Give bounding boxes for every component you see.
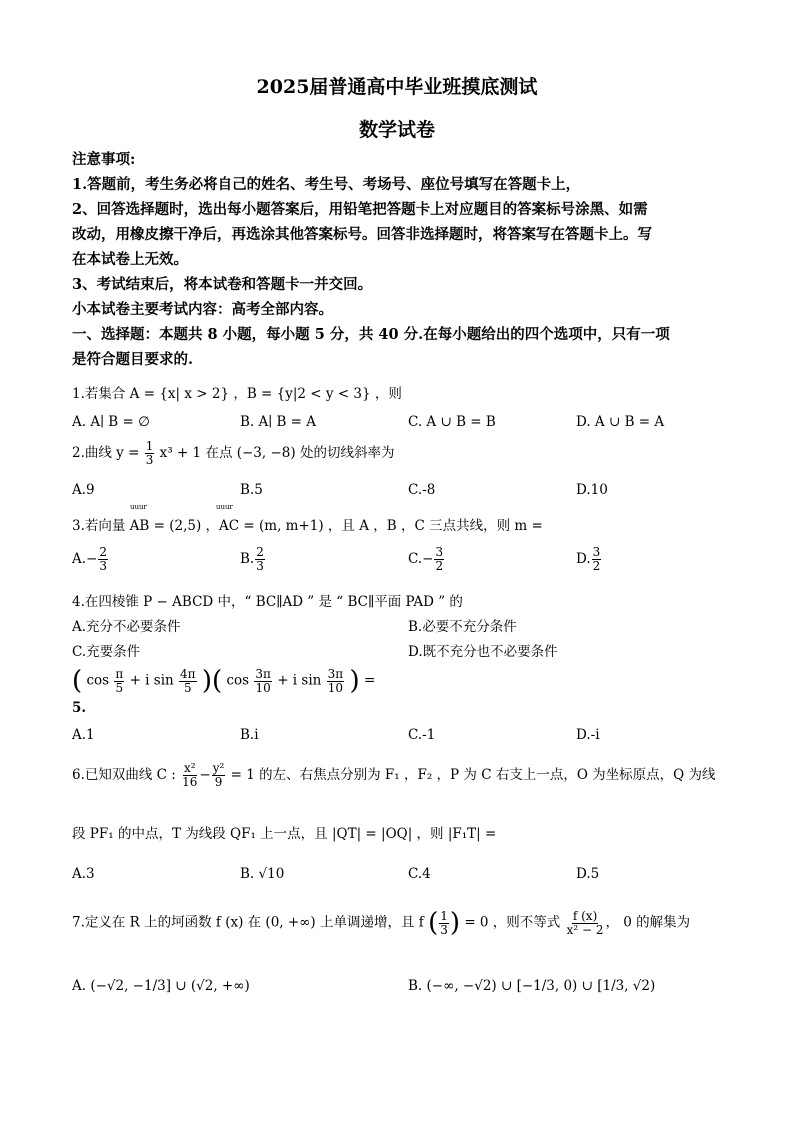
numerator: 3π — [255, 666, 271, 681]
notice-item-3: 3、考试结束后，将本试卷和答题卡一并交回。 — [72, 276, 373, 293]
question-2-option-d: D.10 — [576, 482, 608, 498]
option-label: B. — [240, 551, 255, 567]
left-paren: ( — [428, 908, 439, 938]
denominator: 5 — [183, 680, 192, 695]
scope-note: 小本试卷主要考试内容：高考全部内容。 — [72, 301, 333, 318]
question-5-option-b: B.i — [240, 727, 259, 743]
numerator: 3π — [327, 666, 344, 681]
numerator: x² — [183, 761, 196, 775]
left-paren: ( — [212, 666, 223, 696]
question-4-option-a: A.充分不必要条件 — [72, 619, 181, 635]
question-4-option-d: D.既不充分也不必要条件 — [408, 644, 558, 660]
question-5-expression — [72, 666, 375, 696]
question-2-option-b: B.5 — [240, 482, 263, 498]
suffix: = 1 的左、右焦点分别为 F₁ ，F₂ ，P 为 C 右支上一点，O 为坐标原点，Q 为线 — [230, 767, 716, 783]
question-7-option-a: A. (−√2, −1/3] ∪ (√2, +∞) — [72, 978, 250, 994]
question-3-option-b — [240, 546, 266, 573]
equals: = — [363, 672, 376, 689]
numerator: 3 — [435, 545, 444, 559]
notice-item-2-line2: 改动，用橡皮擦干净后，再选涂其他答案标号。回答非选择题时，将答案写在答题卡上。写 — [72, 226, 652, 243]
question-2-frac-numerator: 1 — [145, 439, 154, 453]
question-5-number: 5. — [72, 700, 87, 716]
question-2-suffix: x³ + 1 在点 (−3, −8) 处的切线斜率为 — [159, 445, 395, 461]
expr1-frac — [114, 668, 124, 695]
page-title: 2025届普通高中毕业班摸底测试 — [256, 76, 538, 98]
frac-x — [181, 762, 198, 789]
expr1-cos: cos — [86, 672, 110, 689]
right-paren: ) — [349, 666, 360, 696]
question-6-option-c: C.4 — [408, 866, 431, 882]
question-7-stem — [72, 908, 690, 938]
notice-item-2-line3: 在本试卷上无效。 — [72, 251, 188, 268]
frac-inequality — [566, 910, 605, 937]
denominator: 3 — [440, 922, 448, 937]
question-4-stem: 4.在四棱锥 P − ABCD 中，“ BC∥AD ” 是 “ BC∥平面 PAD ” 的 — [72, 594, 463, 610]
denominator: 3 — [99, 559, 107, 573]
frac-third — [439, 910, 449, 937]
denominator: 2 — [592, 559, 601, 573]
question-2-fraction — [145, 440, 155, 467]
prefix: 7.定义在 R 上的坷函数 f (x) 在 (0, +∞) 上单调递增，且 f — [72, 914, 424, 931]
question-4-option-b: B.必要不充分条件 — [408, 619, 517, 635]
prefix: 6.已知双曲线 C : — [72, 767, 176, 783]
question-5-option-c: C.-1 — [408, 727, 436, 743]
numerator: 2 — [99, 545, 107, 559]
notice-item-2-line1: 2、回答选择题时，选出每小题答案后，用铅笔把答题卡上对应题目的答案标号涂黑、如需 — [72, 201, 648, 218]
question-3-stem: 3.若向量 AB = (2,5) ，AC = (m, m+1) ，且 A ，B ，C 三点共线，则 m = — [72, 518, 543, 534]
question-3-option-c — [408, 546, 445, 573]
question-5-option-d: D.-i — [576, 727, 600, 743]
denominator: 9 — [214, 775, 223, 789]
option-label: C. — [408, 551, 423, 567]
section-heading-line1: 一、选择题：本题共 8 小题，每小题 5 分，共 40 分.在每小题给出的四个选项中，只有一项 — [72, 326, 670, 343]
question-6-option-d: D.5 — [576, 866, 600, 882]
question-2-stem — [72, 440, 394, 467]
option-sign: − — [422, 551, 434, 567]
question-6-option-a: A.3 — [72, 866, 95, 882]
minus: − — [199, 767, 211, 783]
option-label: D. — [576, 551, 591, 567]
numerator: 4π — [180, 666, 196, 681]
question-3-vector-mark-ab: uuur — [130, 503, 147, 511]
question-2-option-c: C.-8 — [408, 482, 436, 498]
denominator: 3 — [256, 559, 264, 573]
question-6-stem-line2: 段 PF₁ 的中点，T 为线段 QF₁ 上一点，且 |QT| = |OQ| ，则 |F₁T| = — [72, 826, 497, 842]
denominator: 16 — [182, 775, 198, 789]
notice-item-1: 1.答题前，考生务必将自己的姓名、考生号、考场号、座位号填写在答题卡上， — [72, 176, 581, 193]
mid: = 0 ，则不等式 — [464, 914, 561, 931]
numerator: f (x) — [572, 908, 598, 923]
denominator: x² − 2 — [566, 922, 604, 937]
question-3-option-d — [576, 546, 602, 573]
question-2-frac-denominator: 3 — [145, 453, 154, 467]
right-paren: ) — [449, 908, 461, 938]
left-paren: ( — [72, 666, 83, 696]
question-6-option-b: B. √10 — [240, 866, 285, 882]
question-4-option-c: C.充要条件 — [72, 644, 141, 660]
suffix: ， 0 的解集为 — [605, 914, 691, 931]
question-1-stem: 1.若集合 A = {x| x > 2} ，B = {y|2 < y < 3} ，则 — [72, 386, 402, 402]
question-1-option-c: C. A ∪ B = B — [408, 414, 496, 430]
question-1-option-a: A. A∣ B = ∅ — [72, 414, 150, 430]
option-fraction — [255, 546, 265, 573]
numerator: 2 — [256, 545, 264, 559]
section-heading-line2: 是符合题目要求的. — [72, 351, 194, 368]
denominator: 2 — [435, 559, 444, 573]
question-2-prefix: 2.曲线 y = — [72, 445, 140, 461]
denominator: 10 — [327, 680, 344, 695]
question-6-stem-line1 — [72, 762, 716, 789]
page-subtitle: 数学试卷 — [358, 119, 435, 141]
numerator: y² — [212, 761, 225, 775]
option-sign: − — [86, 551, 98, 567]
denominator: 5 — [115, 680, 124, 695]
numerator: 3 — [592, 545, 601, 559]
frac-y — [212, 762, 226, 789]
numerator: π — [115, 666, 124, 681]
option-fraction — [98, 546, 108, 573]
denominator: 10 — [255, 680, 271, 695]
question-3-vector-mark-ac: uuur — [216, 503, 233, 511]
question-2-option-a: A.9 — [72, 482, 95, 498]
question-1-option-b: B. A∣ B = A — [240, 414, 317, 430]
question-7-option-b: B. (−∞, −√2) ∪ [−1/3, 0) ∪ [1/3, √2) — [408, 978, 656, 994]
option-fraction — [434, 546, 444, 573]
option-label: A. — [72, 551, 87, 567]
numerator: 1 — [440, 908, 448, 923]
question-5-option-a: A.1 — [72, 727, 95, 743]
right-paren: ) — [201, 666, 212, 696]
expr2-cos: cos — [226, 672, 250, 689]
expr2-frac2 — [327, 668, 345, 695]
expr1-frac2 — [179, 668, 197, 695]
question-3-option-a — [72, 546, 109, 573]
notice-heading: 注意事项: — [72, 151, 136, 168]
expr2-frac — [254, 668, 272, 695]
question-1-option-d: D. A ∪ B = A — [576, 414, 665, 430]
expr1-isin: + i sin — [129, 672, 174, 689]
expr2-isin: + i sin — [277, 672, 322, 689]
option-fraction — [592, 546, 602, 573]
